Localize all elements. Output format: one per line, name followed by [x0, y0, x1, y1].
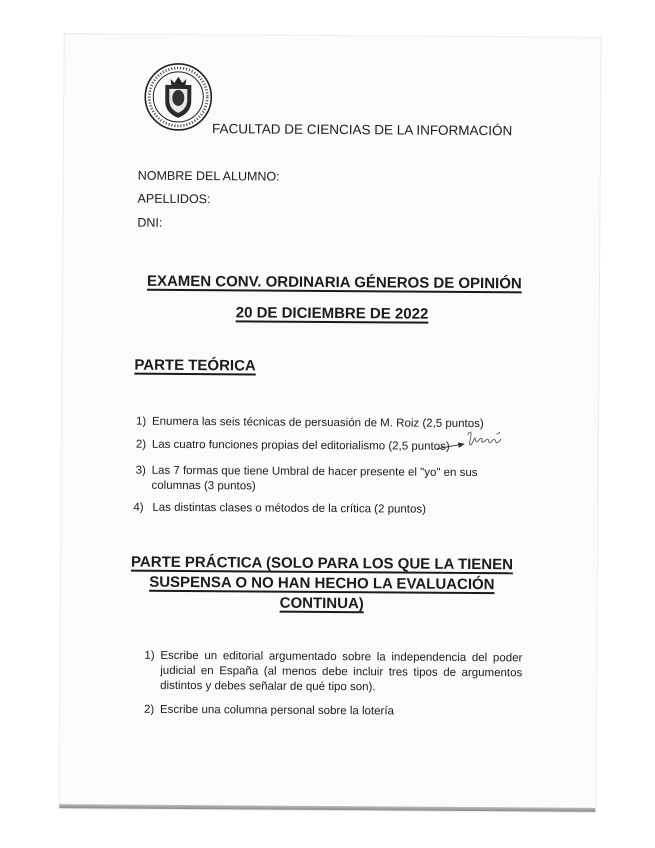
exam-sheet [59, 34, 600, 812]
question-text: Escribe un editorial argumentado sobre la independencia del poder judicial en España (al menos debe incluir tres tipos de argumentos distintos y debes señalar de qué tipo son). [160, 649, 523, 694]
university-crest-icon [142, 61, 215, 134]
practice-section-heading: PARTE PRÁCTICA (SOLO PARA LOS QUE LA TIENEN SUSPENSA O NO HAN HECHO LA EVALUACIÓN CONTINUA) [130, 553, 514, 613]
question-text: Las distintas clases o métodos de la crítica (2 puntos) [152, 501, 427, 516]
question-text: Escribe una columna personal sobre la lotería [159, 703, 394, 718]
exam-title: EXAMEN CONV. ORDINARIA GÉNEROS DE OPINIÓN [146, 272, 522, 293]
question-number: 4) [133, 501, 144, 514]
question-number: 2) [135, 438, 147, 451]
question-number: 2) [143, 703, 155, 716]
question-number: 3) [135, 464, 146, 477]
faculty-name: FACULTAD DE CIENCIAS DE LA INFORMACIÓN [211, 121, 513, 139]
student-dni-label: DNI: [137, 215, 163, 230]
exam-date: 20 DE DICIEMBRE DE 2022 [235, 304, 429, 323]
question-number: 1) [144, 649, 155, 662]
handwritten-arrow-icon [434, 429, 506, 456]
question-number: 1) [135, 415, 147, 428]
student-name-label: NOMBRE DEL ALUMNO: [137, 168, 280, 184]
theory-section-heading: PARTE TEÓRICA [134, 356, 256, 375]
question-text: Las 7 formas que tiene Umbral de hacer presente el "yo" en sus columnas (3 puntos) [151, 464, 478, 493]
question-text: Las cuatro funciones propias del editorialismo (2,5 puntos) [151, 438, 450, 453]
question-text: Enumera las seis técnicas de persuasión de M. Roiz (2,5 puntos) [151, 415, 484, 431]
student-surname-label: APELLIDOS: [137, 191, 211, 207]
